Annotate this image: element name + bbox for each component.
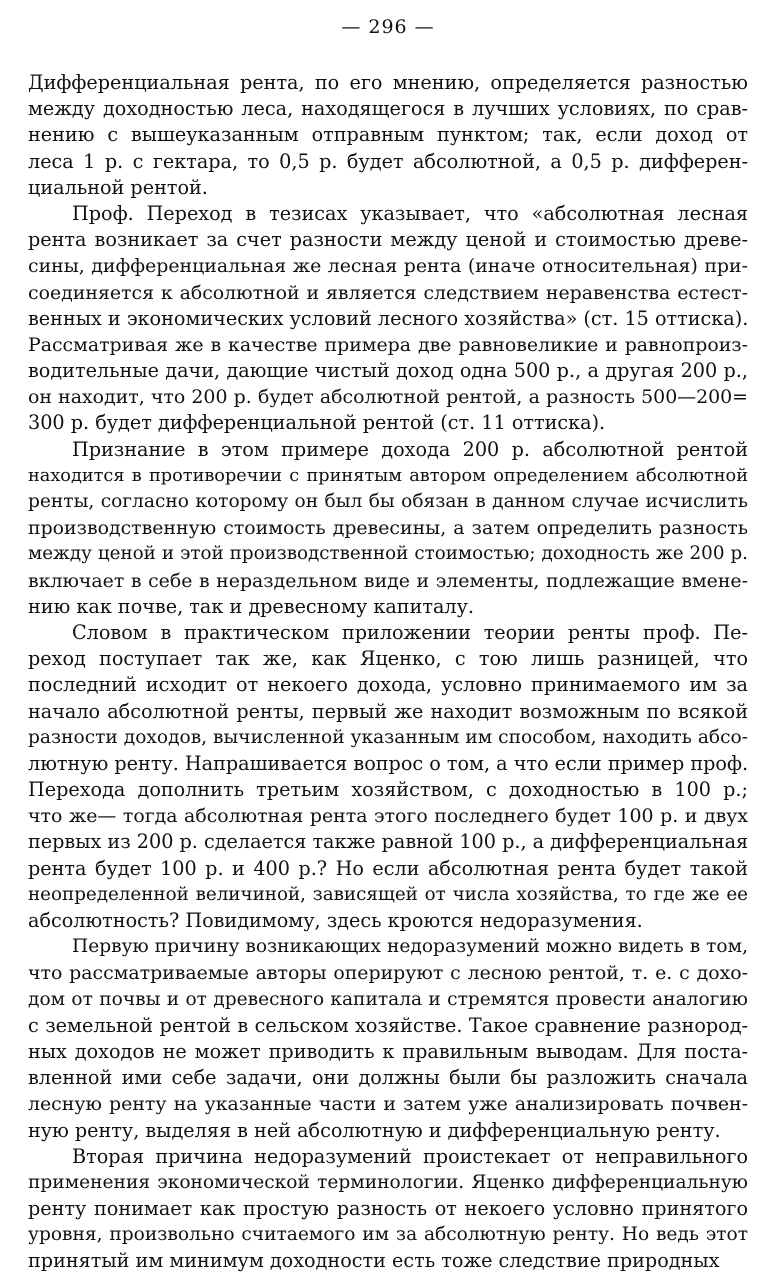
paragraph — [28, 70, 748, 201]
text-line: неопределенной величиной, зависящей от числа хозяйства, то где же ее — [28, 883, 748, 905]
paragraph — [28, 620, 748, 934]
text-line: Перехода дополнить третьим хозяйством, с доходностью в 100 р.; — [28, 778, 748, 802]
text-line: между доходностью леса, находящегося в лучших условиях, по срав- — [28, 97, 748, 121]
text-line: лютную ренту. Напрашивается вопрос о том, а что если пример проф. — [28, 751, 748, 775]
text-line: соединяется к абсолютной и является следствием неравенства естест- — [28, 281, 748, 304]
page-number: — 296 — — [341, 16, 435, 38]
text-line: лесную ренту на указанные части и затем уже анализировать почвен- — [28, 1093, 748, 1116]
text-line: применения экономической терминологии. Яценко дифференциальную — [28, 1171, 748, 1193]
text-line: с земельной рентой в сельском хозяйстве. Такое сравнение разнород- — [28, 1013, 748, 1037]
text-line: принятый им минимум доходности есть тоже следствие природных — [28, 1249, 720, 1273]
text-line: венных и экономических условий лесного хозяйства» (ст. 15 оттиска). — [28, 306, 748, 330]
text-line: ную ренту, выделяя в ней абсолютную и дифференциальную ренту. — [28, 1118, 721, 1142]
text-line: сины, дифференциальная же лесная рента (иначе относительная) при- — [28, 255, 748, 278]
text-line: первых из 200 р. сделается также равной 100 р., а дифференциальная — [28, 830, 748, 854]
text-line: абсолютность? Повидимому, здесь кроются недоразумения. — [28, 909, 643, 932]
text-line: Признание в этом примере дохода 200 р. абсолютной рентой — [72, 437, 748, 461]
text-line: Дифференциальная рента, по его мнению, определяется разностью — [28, 71, 748, 94]
text-line: леса 1 р. с гектара, то 0,5 р. будет абсолютной, а 0,5 р. дифферен- — [28, 149, 748, 173]
text-line: дом от почвы и от древесного капитала и стремятся провести аналогию — [28, 988, 748, 1010]
text-line: разности доходов, вычисленной указанным им способом, находить абсо- — [28, 726, 748, 748]
text-line: что рассматриваемые авторы оперируют с лесною рентой, т. е. с дохо- — [28, 962, 748, 985]
text-line: уровня, произвольно считаемого им за абсолютную ренту. Но ведь этот — [28, 1224, 748, 1246]
text-line: нию как почве, так и древесному капиталу. — [28, 594, 474, 618]
text-line: ренты, согласно которому он был бы обязан в данном случае исчислить — [28, 491, 748, 512]
text-line: 300 р. будет дифференциальной рентой (ст. 11 оттиска). — [28, 411, 606, 435]
text-line: Вторая причина недоразумений проистекает от неправильного — [72, 1144, 748, 1168]
document-page — [28, 0, 748, 1273]
text-line: Рассматривая же в качестве примера две равновеликие и равнопроиз- — [28, 333, 748, 356]
text-line: ренту понимает как простую разность от некоего условно принятого — [28, 1197, 748, 1221]
text-line: Проф. Переход в тезисах указывает, что «абсолютная лесная — [72, 201, 748, 225]
text-line: Первую причину возникающих недоразумений можно видеть в том, — [72, 936, 748, 958]
paragraph — [28, 437, 748, 620]
text-line: последний исходит от некоего дохода, условно принимаемого им за — [28, 673, 748, 697]
text-line: водительные дачи, дающие чистый доход одна 500 р., а другая 200 р., — [28, 359, 748, 383]
text-line: что же— тогда абсолютная рента этого последнего будет 100 р. и двух — [28, 805, 748, 828]
text-line: между ценой и этой производственной стоимостью; доходность же 200 р. — [28, 543, 748, 565]
text-line: находится в противоречии с принятым автором определением абсолютной — [28, 465, 748, 486]
text-line: рента возникает за счет разности между ценой и стоимостью древе- — [28, 228, 748, 252]
paragraph — [28, 934, 748, 1144]
text-line: Словом в практическом приложении теории ренты проф. Пе- — [72, 620, 748, 644]
text-line: нению с вышеуказанным отправным пунктом; так, если доход от — [28, 123, 748, 147]
text-line: ных доходов не может приводить к правильным выводам. Для поста- — [28, 1039, 748, 1063]
text-line: производственную стоимость древесины, а затем определить разность — [28, 517, 748, 540]
body-text — [28, 70, 748, 1275]
paragraph — [28, 201, 748, 437]
text-line: рента будет 100 р. и 400 р.? Но если абсолютная рента будет такой — [28, 856, 748, 880]
text-line: вленной ими себе задачи, они должны были бы разложить сначала — [28, 1066, 748, 1090]
paragraph — [28, 1144, 748, 1275]
text-line: он находит, что 200 р. будет абсолютной рентой, а разность 500—200= — [28, 386, 748, 409]
text-line: начало абсолютной ренты, первый же находит возможным по всякой — [28, 699, 748, 723]
text-line: реход поступает так же, как Яценко, с тою лишь разницей, что — [28, 647, 748, 671]
text-line: включает в себе в нераздельном виде и элементы, подлежащие вмене- — [28, 569, 748, 592]
text-line: циальной рентой. — [28, 175, 208, 199]
